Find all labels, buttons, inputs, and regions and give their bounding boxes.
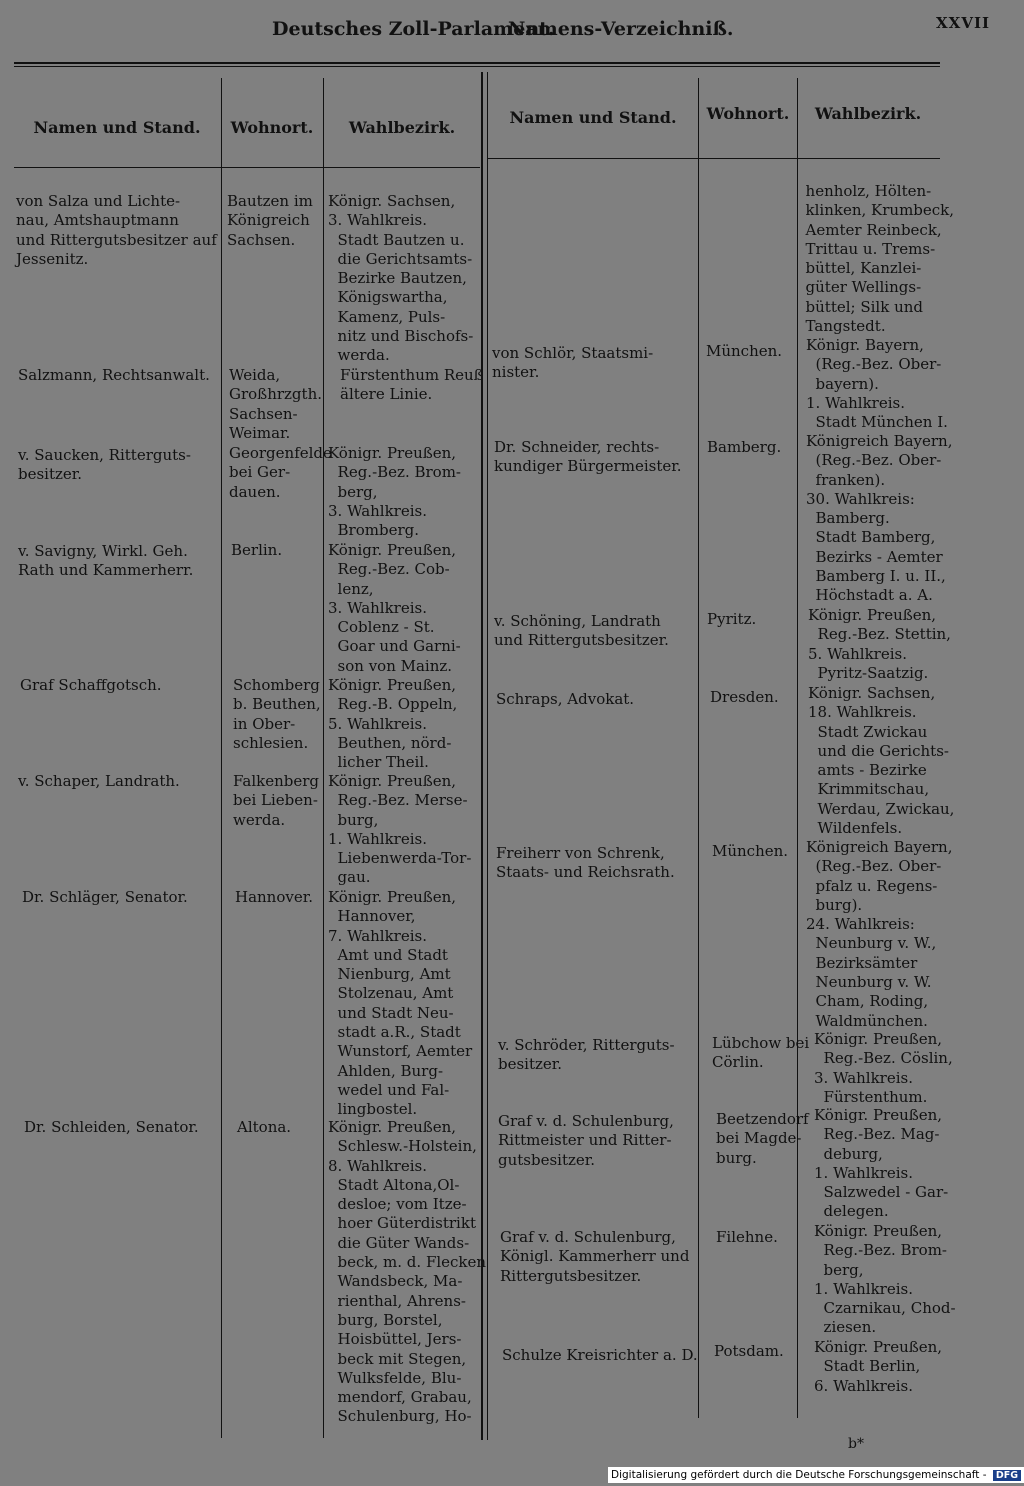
running-title-left: Deutsches Zoll-Parlament. [272, 18, 555, 40]
entry-residence: Schomberg b. Beuthen, in Ober- schlesien. [233, 676, 321, 752]
col-header-residence-right: Wohnort. [706, 104, 790, 123]
entry-residence: Weida, Großhrzgth. Sachsen- Weimar. [229, 366, 322, 442]
column-head-rule-left [14, 167, 480, 168]
entry-residence: Georgenfelde bei Ger- dauen. [229, 444, 332, 501]
entry-name: v. Savigny, Wirkl. Geh. Rath und Kammerherr. [18, 542, 194, 580]
entry-residence: Lübchow bei Cörlin. [712, 1034, 810, 1072]
entry-name: von Schlör, Staatsmi- nister. [492, 344, 654, 382]
entry-residence: Dresden. [710, 688, 779, 706]
entry-residence: Hannover. [235, 888, 314, 906]
entry-district: Königr. Sachsen, 3. Wahlkreis. Stadt Bautzen u. die Gerichtsamts- Bezirke Bautzen, Königswartha, Kamenz, Puls- nitz und Bischofs- werda. [328, 192, 474, 365]
entry-name: Dr. Schneider, rechts- kundiger Bürgermeister. [494, 438, 682, 476]
entry-residence: München. [706, 342, 783, 360]
entry-district-continued: henholz, Hölten- klinken, Krumbeck, Aemter Reinbeck, Trittau u. Trems- büttel, Kanzlei- güter Wellings- büttel; Silk und Tangstedt. [805, 182, 955, 336]
entry-residence: Berlin. [231, 541, 283, 559]
entry-name: Graf v. d. Schulenburg, Rittmeister und Ritter- gutsbesitzer. [498, 1112, 674, 1169]
entry-residence: Falkenberg bei Lieben- werda. [233, 772, 320, 829]
entry-residence: Bamberg. [707, 438, 782, 456]
dfg-logo: DFG [993, 1470, 1021, 1481]
entry-name: Graf v. d. Schulenburg, Königl. Kammerherr und Rittergutsbesitzer. [500, 1228, 690, 1285]
entry-district: Fürstenthum Reuß ältere Linie. [340, 366, 484, 404]
entry-district: Königr. Preußen, Reg.-Bez. Cob- lenz, 3. Wahlkreis. Coblenz - St. Goar und Garni- son von Mainz. [328, 541, 461, 675]
digitization-credit [608, 1467, 1024, 1483]
page-number: XXVII [936, 14, 990, 32]
entry-district: Königr. Preußen, Schlesw.-Holstein, 8. Wahlkreis. Stadt Altona,Ol- desloe; vom Itze- hoer Güterdistrikt die Güter Wands- beck, m. d. Flecken Wandsbeck, Ma- rienthal, Ahrens- burg, Borstel, Hoisbüttel, Jers- beck mit Stegen, Wulksfelde, Blu- mendorf, Grabau, Schulenburg, Ho- [328, 1118, 487, 1426]
entry-name: v. Saucken, Ritterguts- besitzer. [18, 446, 191, 484]
col-header-name-left: Namen und Stand. [33, 118, 201, 137]
signature-mark: b* [848, 1436, 864, 1452]
entry-residence: Filehne. [716, 1228, 778, 1246]
entry-district: Königr. Preußen, Reg.-Bez. Cöslin, 3. Wahlkreis. Fürstenthum. [814, 1030, 953, 1106]
column-head-rule-right [488, 158, 940, 159]
entry-district: Königreich Bayern, (Reg.-Bez. Ober- pfalz u. Regens- burg). 24. Wahlkreis: Neunburg v. W., Bezirksämter Neunburg v. W. Cham, Roding, Waldmünchen. [806, 838, 953, 1030]
entry-name: Graf Schaffgotsch. [20, 676, 162, 694]
entry-residence: Beetzendorf bei Magde- burg. [716, 1110, 809, 1167]
entry-name: von Salza und Lichte- nau, Amtshauptmann und Rittergutsbesitzer auf Jessenitz. [16, 192, 217, 268]
entry-residence: Bautzen im Königreich Sachsen. [227, 192, 313, 249]
entry-residence: Pyritz. [707, 610, 757, 628]
entry-district: Königr. Preußen, Reg.-Bez. Stettin, 5. Wahlkreis. Pyritz-Saatzig. [808, 606, 951, 682]
entry-district: Königr. Sachsen, 18. Wahlkreis. Stadt Zwickau und die Gerichts- amts - Bezirke Krimmitschau, Werdau, Zwickau, Wildenfels. [808, 684, 955, 838]
entry-district: Königr. Preußen, Hannover, 7. Wahlkreis. Amt und Stadt Nienburg, Amt Stolzenau, Amt und Stadt Neu- stadt a.R., Stadt Wunstorf, Aemter Ahlden, Burg- wedel und Fal- lingbostel. [328, 888, 473, 1119]
credit-text: Digitalisierung gefördert durch die Deutsche Forschungsgemeinschaft - [611, 1469, 987, 1481]
entry-name: Schraps, Advokat. [496, 690, 635, 708]
entry-residence: München. [712, 842, 789, 860]
entry-district: Königr. Preußen, Reg.-Bez. Mag- deburg, 1. Wahlkreis. Salzwedel - Gar- delegen. [814, 1106, 949, 1221]
entry-name: Schulze Kreisrichter a. D. [502, 1346, 698, 1364]
col-header-name-right: Namen und Stand. [509, 108, 677, 127]
entry-residence: Altona. [237, 1118, 292, 1136]
entry-name: Freiherr von Schrenk, Staats- und Reichsrath. [496, 844, 675, 882]
entry-residence: Potsdam. [714, 1342, 784, 1360]
entry-name: Salzmann, Rechtsanwalt. [18, 366, 210, 384]
entry-district: Königr. Preußen, Reg.-B. Oppeln, 5. Wahlkreis. Beuthen, nörd- licher Theil. [328, 676, 458, 772]
left-col-divider-2 [323, 78, 324, 1438]
col-header-residence-left: Wohnort. [230, 118, 314, 137]
entry-district: Königr. Preußen, Reg.-Bez. Brom- berg, 1. Wahlkreis. Czarnikau, Chod- ziesen. [814, 1222, 956, 1337]
entry-name: v. Schröder, Ritterguts- besitzer. [498, 1036, 675, 1074]
entry-name: v. Schöning, Landrath und Rittergutsbesitzer. [494, 612, 669, 650]
center-divider-thin [487, 72, 488, 1440]
header-rule [14, 62, 940, 64]
entry-district: Königr. Preußen, Stadt Berlin, 6. Wahlkreis. [814, 1338, 943, 1395]
entry-district: Königr. Preußen, Reg.-Bez. Brom- berg, 3. Wahlkreis. Bromberg. [328, 444, 462, 540]
entry-name: Dr. Schleiden, Senator. [24, 1118, 199, 1136]
header-rule-thin [14, 66, 940, 67]
entry-district: Königreich Bayern, (Reg.-Bez. Ober- franken). 30. Wahlkreis: Bamberg. Stadt Bamberg, Bezirks - Aemter Bamberg I. u. II., Höchstadt a. A. [806, 432, 953, 605]
entry-district: Königr. Preußen, Reg.-Bez. Merse- burg, 1. Wahlkreis. Liebenwerda-Tor- gau. [328, 772, 472, 887]
col-header-district-left: Wahlbezirk. [348, 118, 456, 137]
entry-name: v. Schaper, Landrath. [18, 772, 180, 790]
entry-district: Königr. Bayern, (Reg.-Bez. Ober- bayern). 1. Wahlkreis. Stadt München I. [806, 336, 948, 432]
col-header-district-right: Wahlbezirk. [814, 104, 922, 123]
left-col-divider-1 [221, 78, 222, 1438]
entry-name: Dr. Schläger, Senator. [22, 888, 188, 906]
running-title-right: Namens-Verzeichniß. [508, 18, 734, 40]
right-col-divider-1 [698, 78, 699, 1418]
